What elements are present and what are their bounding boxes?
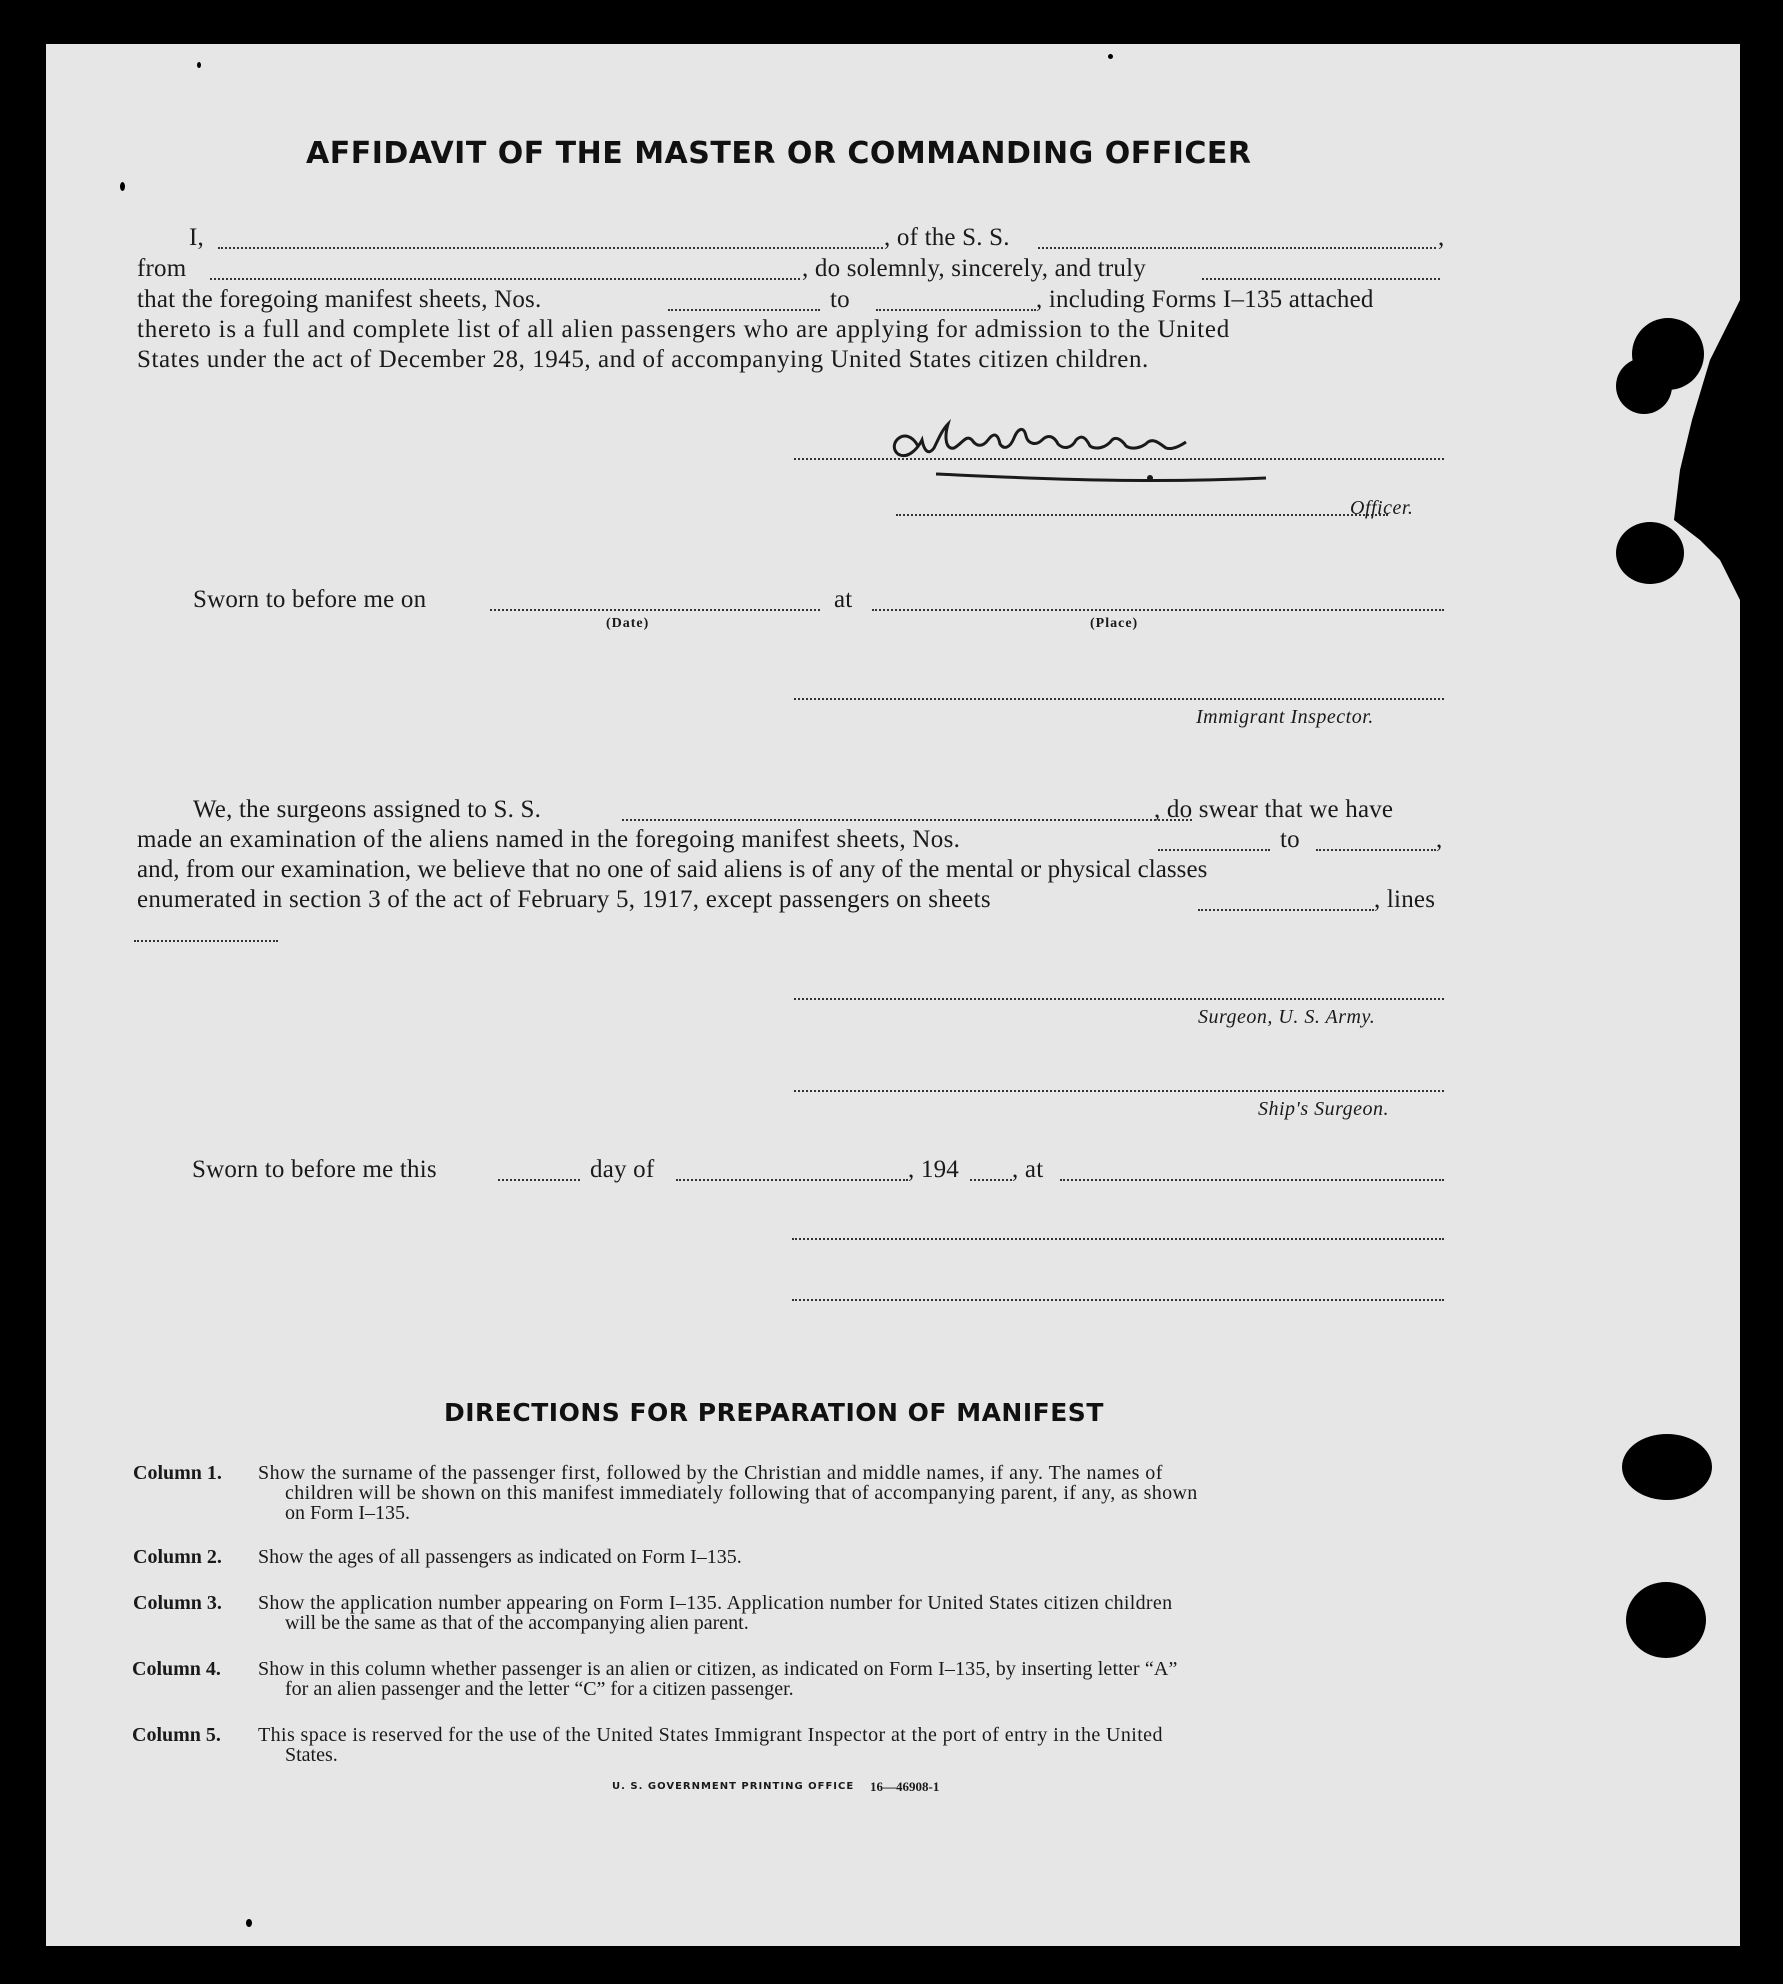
affidavit-text: I, — [189, 224, 204, 251]
sworn-text: Sworn to before me on — [193, 586, 427, 613]
direction-text: This space is reserved for the use of the United States Immigrant Inspector at the port of entry in the United — [258, 1724, 1163, 1746]
surgeons-text: enumerated in section 3 of the act of February 5, 1917, except passengers on sheets — [137, 886, 991, 913]
direction-text: States. — [285, 1744, 338, 1766]
sworn-month-field[interactable] — [676, 1179, 908, 1181]
direction-text: children will be shown on this manifest immediately following that of accompanying parent, if any, as shown — [285, 1482, 1198, 1504]
affidavit-text: , — [1438, 224, 1445, 251]
surgeons-text: and, from our examination, we believe that no one of said aliens is of any of the mental or physical classes — [137, 856, 1208, 883]
surgeons-ship-field[interactable] — [622, 819, 1192, 821]
speck — [246, 1919, 252, 1927]
sworn-place-field[interactable] — [872, 609, 1444, 611]
form-code: 16—46908-1 — [870, 1779, 940, 1794]
surgeons-text: made an examination of the aliens named in the foregoing manifest sheets, Nos. — [137, 826, 961, 853]
surgeons-text: We, the surgeons assigned to S. S. — [193, 796, 542, 823]
inspector-signature-line[interactable] — [794, 698, 1444, 700]
sworn-date-field[interactable] — [490, 609, 820, 611]
affidavit-text: , of the S. S. — [884, 224, 1010, 251]
officer-title-line[interactable] — [896, 514, 1388, 516]
officer-name-field[interactable] — [218, 247, 883, 249]
sworn-year-field[interactable] — [970, 1179, 1012, 1181]
sworn-text: , at — [1012, 1156, 1044, 1183]
surgeons-text: , — [1436, 826, 1443, 853]
army-surgeon-signature-line[interactable] — [794, 998, 1444, 1000]
direction-text: Show the ages of all passengers as indicated on Form I–135. — [258, 1546, 742, 1568]
surgeons-text: , lines — [1374, 886, 1436, 913]
printer-imprint: U. S. GOVERNMENT PRINTING OFFICE — [612, 1781, 855, 1792]
sheet-to-field[interactable] — [876, 309, 1036, 311]
direction-text: Show the surname of the passenger first, followed by the Christian and middle names, if any. The names of — [258, 1462, 1163, 1484]
speck — [197, 62, 201, 68]
affidavit-text: thereto is a full and complete list of all alien passengers who are applying for admission to the United — [137, 316, 1231, 343]
affidavit-text: to — [830, 286, 850, 313]
direction-label: Column 3. — [133, 1592, 222, 1614]
document-page — [46, 44, 1740, 1946]
direction-label: Column 1. — [133, 1462, 222, 1484]
directions-title: DIRECTIONS FOR PREPARATION OF MANIFEST — [444, 1398, 1104, 1427]
direction-text: on Form I–135. — [285, 1502, 410, 1524]
officer-signature-line[interactable] — [794, 458, 1444, 460]
punch-hole — [1622, 1434, 1712, 1500]
oath-type-field[interactable] — [1202, 278, 1440, 280]
surgeons-text: , do swear that we have — [1154, 796, 1394, 823]
direction-label: Column 2. — [133, 1546, 222, 1568]
punch-hole — [1626, 1582, 1706, 1658]
officer-caption: Officer. — [1350, 497, 1414, 519]
sworn2-title-line[interactable] — [792, 1299, 1444, 1301]
direction-label: Column 4. — [132, 1658, 221, 1680]
affidavit-text: , do solemnly, sincerely, and truly — [802, 255, 1146, 282]
affidavit-text: States under the act of December 28, 1945, and of accompanying United States citizen children. — [137, 346, 1149, 373]
direction-text: for an alien passenger and the letter “C” for a citizen passenger. — [285, 1678, 794, 1700]
inspector-caption: Immigrant Inspector. — [1196, 706, 1374, 728]
torn-edge — [1640, 300, 1740, 600]
except-sheets-field[interactable] — [1198, 909, 1374, 911]
place-caption: (Place) — [1090, 616, 1139, 631]
direction-text: will be the same as that of the accompanying alien parent. — [285, 1612, 749, 1634]
sworn-text: , 194 — [908, 1156, 959, 1183]
speck — [120, 182, 125, 191]
sworn2-place-field[interactable] — [1060, 1179, 1444, 1181]
direction-label: Column 5. — [132, 1724, 221, 1746]
surgeons-sheet-from-field[interactable] — [1158, 849, 1270, 851]
from-port-field[interactable] — [210, 278, 800, 280]
speck — [1108, 54, 1113, 59]
sworn2-signature-line[interactable] — [792, 1238, 1444, 1240]
army-surgeon-caption: Surgeon, U. S. Army. — [1198, 1006, 1376, 1028]
sworn-text: at — [834, 586, 853, 613]
sworn-text: Sworn to before me this — [192, 1156, 437, 1183]
sheet-from-field[interactable] — [668, 309, 820, 311]
affidavit-text: that the foregoing manifest sheets, Nos. — [137, 286, 542, 313]
direction-text: Show in this column whether passenger is an alien or citizen, as indicated on Form I–135, by inserting letter “A” — [258, 1658, 1178, 1680]
ship-surgeon-caption: Ship's Surgeon. — [1258, 1098, 1390, 1120]
affidavit-text: from — [137, 255, 187, 282]
sworn-text: day of — [590, 1156, 655, 1183]
surgeons-text: to — [1280, 826, 1300, 853]
affidavit-text: , including Forms I–135 attached — [1036, 286, 1374, 313]
except-lines-field[interactable] — [134, 940, 278, 942]
direction-text: Show the application number appearing on Form I–135. Application number for United States citizen children — [258, 1592, 1173, 1614]
date-caption: (Date) — [606, 616, 650, 631]
sworn-day-field[interactable] — [498, 1179, 580, 1181]
affidavit-title: AFFIDAVIT OF THE MASTER OR COMMANDING OFFICER — [306, 136, 1252, 171]
ship-name-field[interactable] — [1038, 247, 1436, 249]
surgeons-sheet-to-field[interactable] — [1316, 849, 1436, 851]
ship-surgeon-signature-line[interactable] — [794, 1090, 1444, 1092]
